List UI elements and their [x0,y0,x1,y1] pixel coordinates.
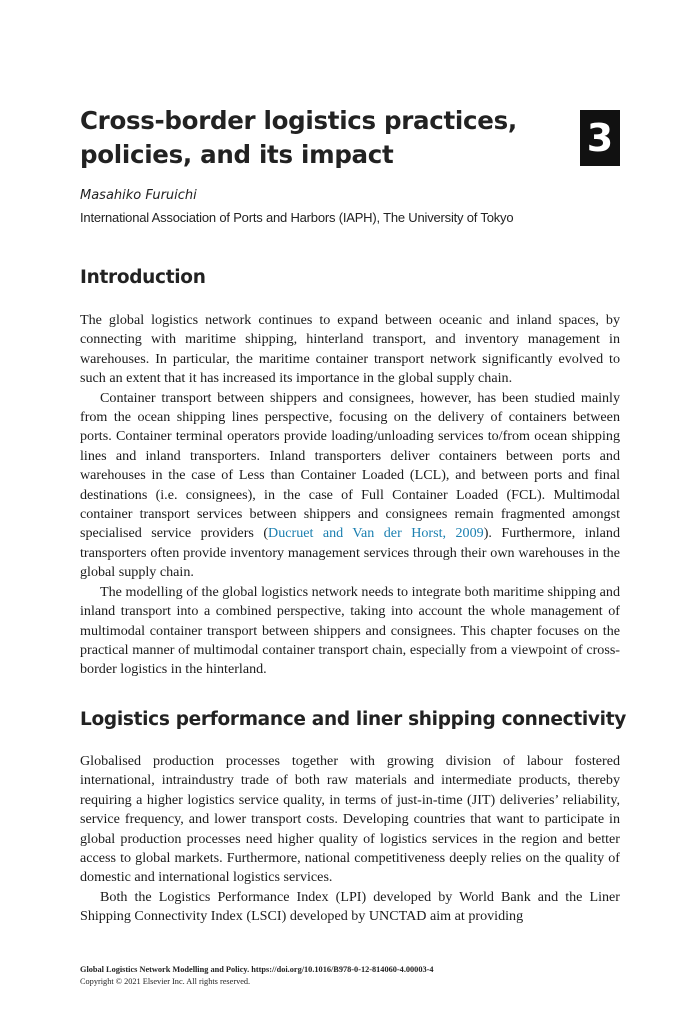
footer-citation: Global Logistics Network Modelling and Policy. https://doi.org/10.1016/B978-0-12-814060-4.00003-4 [80,965,434,974]
author-affiliation: International Association of Ports and Harbors (IAPH), The University of Tokyo [80,210,514,225]
page-footer [80,964,620,988]
paragraph: The global logistics network continues to expand between oceanic and inland spaces, by connecting with maritime shipping, hinterland transport, and inventory management in warehouses. In particular, the maritime container transport network significantly evolved to such an extent that it has increased its importance in the global supply chain. [80,312,620,387]
author-name: Masahiko Furuichi [80,188,197,203]
paragraph [80,389,620,583]
citation-link[interactable]: Ducruet and Van der Horst, 2009 [268,525,484,542]
logistics-performance-body [80,752,620,927]
paragraph: Globalised production processes together with growing division of labour fostered international, intraindustry trade of both raw materials and intermediate products, thereby requiring a higher logistics service quality, in terms of just-in-time (JIT) deliveries’ reliability, service frequency, and lower transport costs. Developing countries that want to participate in global production processes need higher quality of logistics services in the region and better access to global markets. Furthermore, national competitiveness deeply relies on the quality of domestic and international logistics services. [80,753,620,886]
chapter-title-line-2: policies, and its impact [80,140,394,169]
footer-copyright: Copyright © 2021 Elsevier Inc. All rights reserved. [80,977,251,986]
paragraph-text: ). Furthermore, inland transporters often provide inventory management services through their own warehouses in the global supply chain. [80,525,621,581]
paragraph-text: Container transport between shippers and consignees, however, has been studied mainly from the ocean shipping lines perspective, focusing on the delivery of containers between ports. Container terminal operators provide loading/unloading services to/from ocean shipping lines and inland transporters. Inland transporters deliver containers between ports and warehouses in the case of Less than Container Loaded (LCL), and between ports and final destinations (i.e. consignees), in the case of Full Container Loaded (FCL). Multimodal container transport services between shippers and consignees remain fragmented amongst specialised service providers ( [80,389,620,542]
introduction-body [80,311,620,680]
paragraph: The modelling of the global logistics network needs to integrate both maritime shipping and inland transport into a combined perspective, taking into account the whole management of multimodal container transport between shippers and consignees. This chapter focuses on the practical manner of multimodal container transport chain, especially from a viewpoint of cross-border logistics in the hinterland. [80,583,620,678]
paragraph: Both the Logistics Performance Index (LPI) developed by World Bank and the Liner Shipping Connectivity Index (LSCI) developed by UNCTAD aim at providing [80,888,620,925]
chapter-number-badge: 3 [580,110,620,166]
section-heading-logistics-performance: Logistics performance and liner shipping connectivity [80,709,627,730]
chapter-title-line-1: Cross-border logistics practices, [80,106,517,135]
section-heading-introduction: Introduction [80,267,206,288]
chapter-title [80,104,550,172]
